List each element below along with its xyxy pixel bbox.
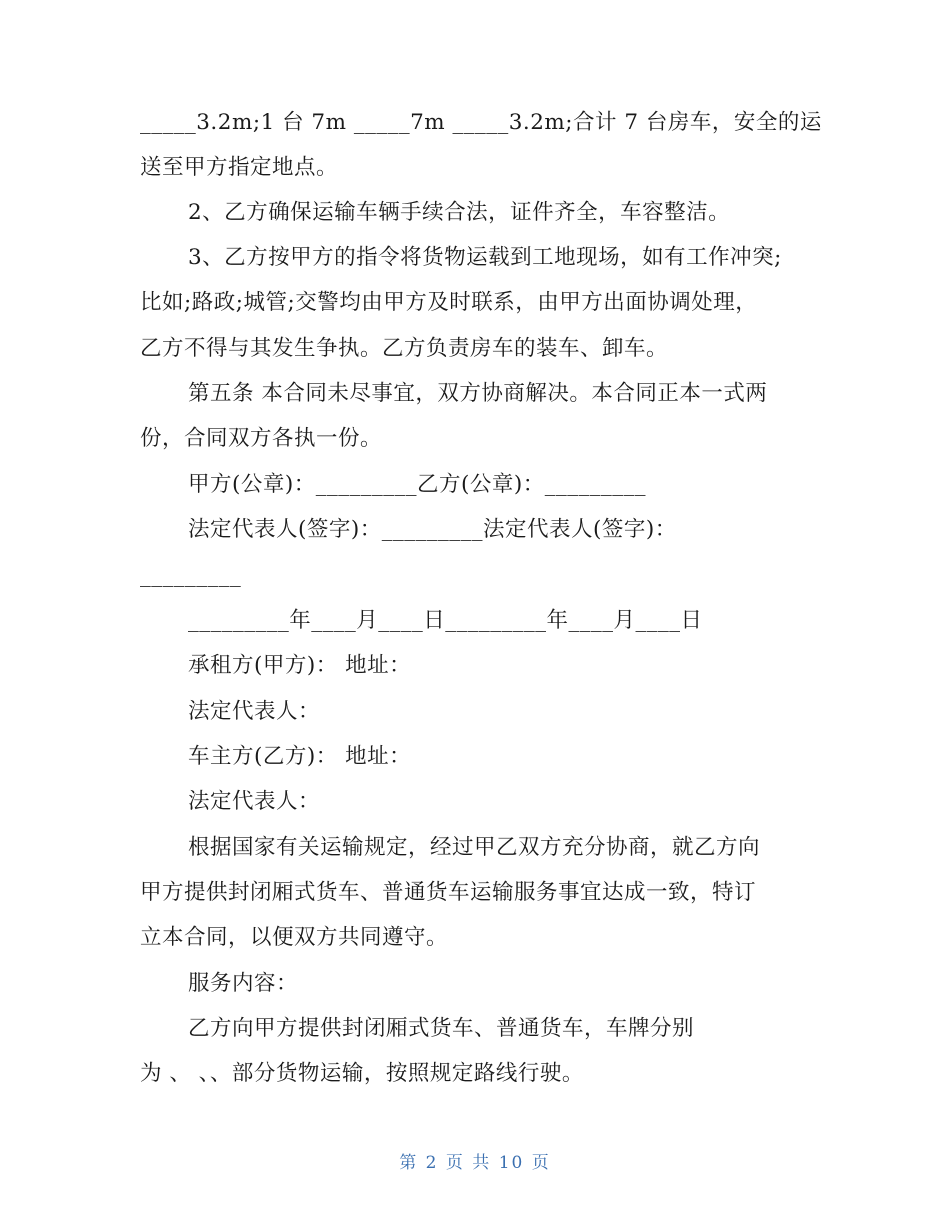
text-line-18: 甲方提供封闭厢式货车、普通货车运输服务事宜达成一致，特订 [140,880,757,905]
page-number-footer: 第 2 页 共 10 页 [399,1153,551,1173]
text-line-owner-rep: 法定代表人： [188,789,321,814]
text-line-8: 份，合同双方各执一份。 [140,426,383,451]
text-line-1: _____3.2m;1 台 7m _____7m _____3.2m;合计 7 台房车，安全的运 [140,110,822,135]
signature-line-legal-rep-blank: _________ [140,563,242,588]
text-line-7: 第五条 本合同未尽事宜，双方协商解决。本合同正本一式两 [188,381,768,406]
text-line-3: 2、乙方确保运输车辆手续合法，证件齐全，车容整洁。 [188,200,731,225]
text-line-17: 根据国家有关运输规定，经过甲乙双方充分协商，就乙方向 [188,835,761,860]
text-line-4: 3、乙方按甲方的指令将货物运载到工地现场，如有工作冲突; [188,245,782,270]
text-line-2: 送至甲方指定地点。 [140,155,339,180]
text-line-19: 立本合同，以便双方共同遵守。 [140,925,449,950]
text-line-21: 乙方向甲方提供封闭厢式货车、普通货车，车牌分别 [188,1016,695,1041]
signature-line-company-seal: 甲方(公章)：_________乙方(公章)：_________ [188,472,647,497]
date-line: _________年____月____日_________年____月____日 [188,608,703,633]
section-heading-service: 服务内容： [188,971,299,996]
text-line-22: 为 、 、、部分货物运输，按照规定路线行驶。 [140,1061,584,1086]
text-line-5: 比如;路政;城管;交警均由甲方及时联系，由甲方出面协调处理， [140,290,758,315]
text-line-6: 乙方不得与其发生争执。乙方负责房车的装车、卸车。 [140,336,669,361]
text-line-owner: 车主方(乙方)： 地址： [188,744,412,769]
text-line-lessee-rep: 法定代表人： [188,699,321,724]
signature-line-legal-rep: 法定代表人(签字)：_________法定代表人(签字)： [188,517,677,542]
text-line-lessee: 承租方(甲方)： 地址： [188,653,412,678]
